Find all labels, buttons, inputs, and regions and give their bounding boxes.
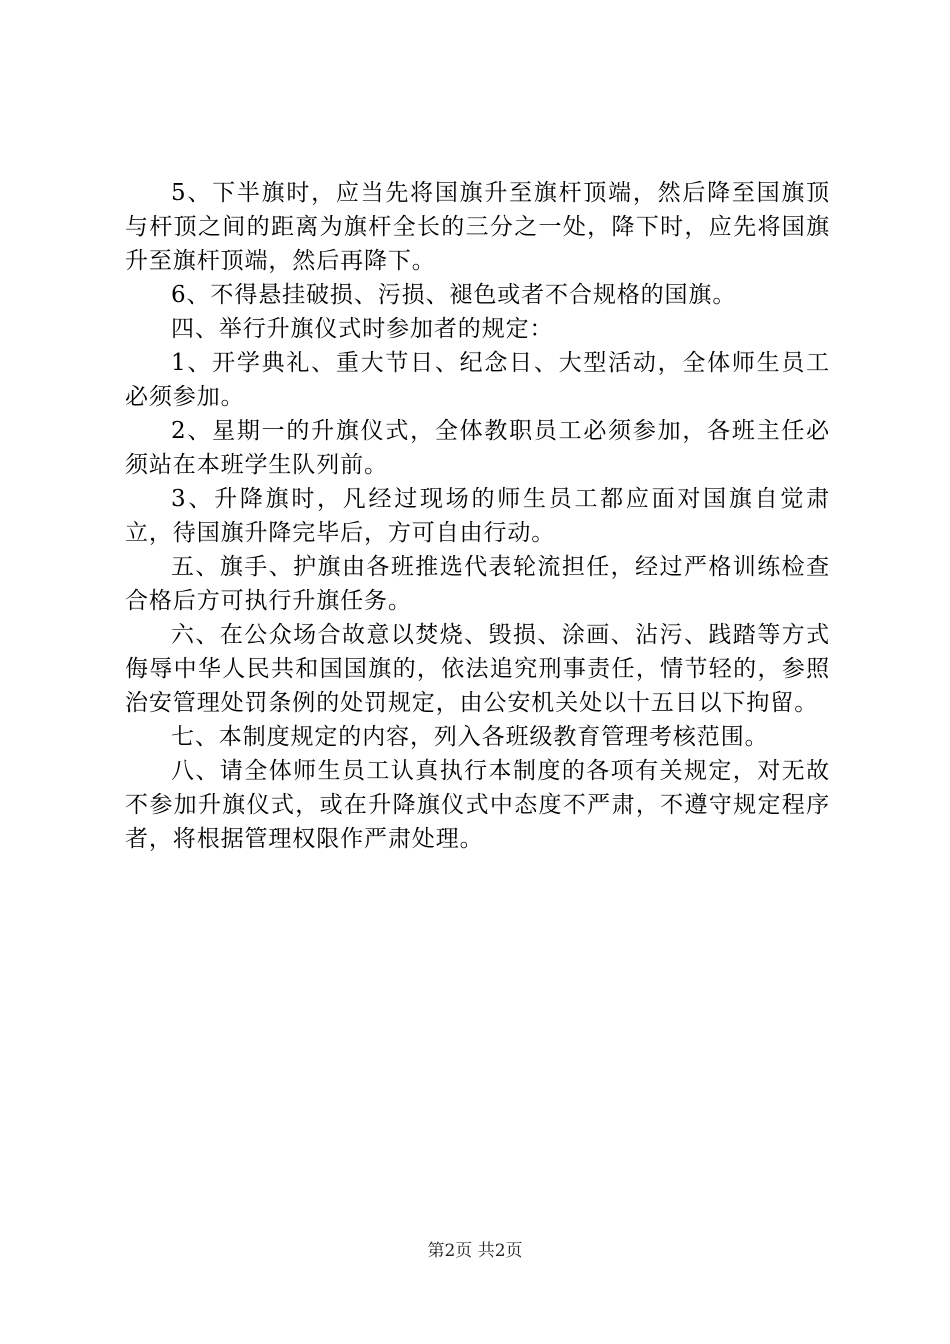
section-6-flag-insult: 六、在公众场合故意以焚烧、毁损、涂画、沾污、践踏等方式侮辱中华人民共和国国旗的，依法追究刑事责任，情节轻的，参照治安管理处罚条例的处罚规定，由公安机关处以十五日以下拘留。 <box>125 622 830 716</box>
section-7-assessment: 七、本制度规定的内容，列入各班级教育管理考核范围。 <box>171 724 769 750</box>
paragraph-participant-1: 1、开学典礼、重大节日、纪念日、大型活动，全体师生员工必须参加。 <box>125 350 830 410</box>
section-heading-4: 四、举行升旗仪式时参加者的规定： <box>171 316 554 342</box>
section-8-enforcement: 八、请全体师生员工认真执行本制度的各项有关规定，对无故不参加升旗仪式，或在升降旗仪式中态度不严肃，不遵守规定程序者，将根据管理权限作严肃处理。 <box>125 758 830 852</box>
paragraph-rule-5: 5、下半旗时，应当先将国旗升至旗杆顶端，然后降至国旗顶与杆顶之间的距离为旗杆全长的三分之一处，降下时，应先将国旗升至旗杆顶端，然后再降下。 <box>125 180 830 274</box>
paragraph-participant-3: 3、升降旗时，凡经过现场的师生员工都应面对国旗自觉肃立，待国旗升降完毕后，方可自由行动。 <box>125 486 830 546</box>
section-5-flag-bearers: 五、旗手、护旗由各班推选代表轮流担任，经过严格训练检查合格后方可执行升旗任务。 <box>125 554 830 614</box>
paragraph-rule-6: 6、不得悬挂破损、污损、褪色或者不合规格的国旗。 <box>171 282 737 308</box>
document-body <box>125 176 830 856</box>
paragraph-participant-2: 2、星期一的升旗仪式，全体教职员工必须参加，各班主任必须站在本班学生队列前。 <box>125 418 830 478</box>
page-footer: 第2页 共2页 <box>427 1241 523 1261</box>
